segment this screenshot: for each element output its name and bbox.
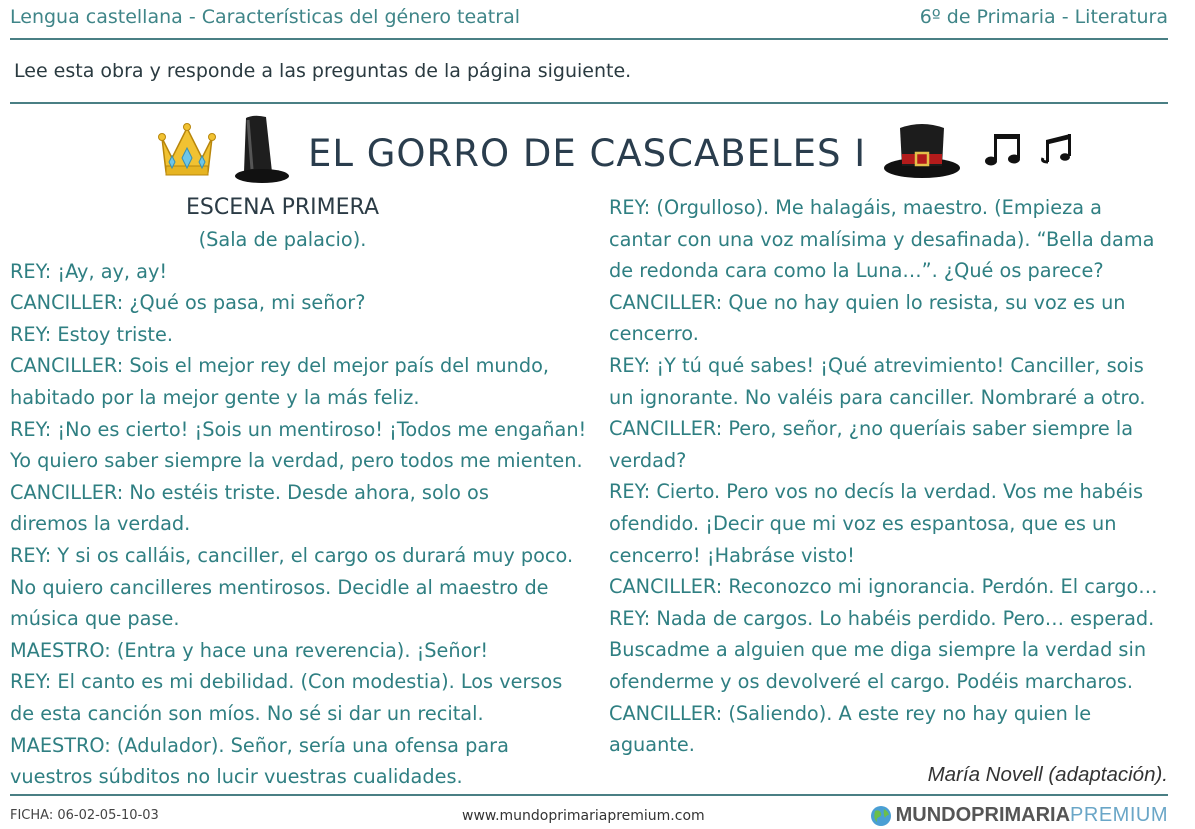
dialogue-left-column <box>10 192 600 793</box>
dialogue-line: de redonda cara como la Luna…”. ¿Qué os parece? <box>609 259 1104 283</box>
dialogue-line: REY: ¡Ay, ay, ay! <box>10 259 168 283</box>
header-divider <box>10 38 1168 40</box>
brand-logo-main: MUNDOPRIMARIA <box>895 804 1071 826</box>
dialogue-line: CANCILLER: Que no hay quien lo resista, su voz es un <box>609 290 1126 314</box>
dialogue-line: REY: Nada de cargos. Lo habéis perdido. Pero… esperad. <box>609 606 1155 630</box>
scene-stage-note: (Sala de palacio). <box>198 228 367 251</box>
work-title: EL GORRO DE CASCABELES I <box>308 132 867 175</box>
dialogue-line: REY: ¡Y tú qué sabes! ¡Qué atrevimiento! Canciller, sois <box>609 353 1144 377</box>
dialogue-line: CANCILLER: Reconozco mi ignorancia. Perdón. El cargo… <box>609 575 1158 599</box>
dialogue-line: REY: (Orgulloso). Me halagáis, maestro. (Empieza a <box>609 196 1102 219</box>
dialogue-line: CANCILLER: No estéis triste. Desde ahora, solo os <box>10 480 489 504</box>
dialogue-line: ofendido. ¡Decir que mi voz es espantosa, que es un <box>609 511 1117 535</box>
title-row <box>0 112 1195 192</box>
page-header <box>10 6 1168 36</box>
dialogue-line: cencerro. <box>609 322 699 346</box>
dialogue-line: vuestros súbditos no lucir vuestras cualidades. <box>10 765 463 789</box>
dialogue-line: aguante. <box>609 733 695 757</box>
dialogue-line: diremos la verdad. <box>10 512 191 536</box>
dialogue-line: REY: Y si os calláis, canciller, el cargo os durará muy poco. <box>10 543 574 567</box>
dialogue-line: un ignorante. No valéis para canciller. Nombraré a otro. <box>609 385 1146 409</box>
header-grade: 6º de Primaria - Literatura <box>919 6 1168 28</box>
dialogue-line: Buscadme a alguien que me diga siempre la verdad sin <box>609 638 1147 662</box>
dialogue-line: Yo quiero saber siempre la verdad, pero todos me mienten. <box>10 449 583 473</box>
tall-black-hat-icon <box>232 114 292 186</box>
dialogue-line: REY: ¡No es cierto! ¡Sois un mentiroso! ¡Todos me engañan! <box>10 417 587 441</box>
beamed-notes-icon <box>984 130 1024 170</box>
dialogue-line: CANCILLER: Pero, señor, ¿no queríais saber siempre la <box>609 417 1134 441</box>
black-top-hat-red-band-icon <box>882 118 962 182</box>
dialogue-line: ofenderme y os devolveré el cargo. Podéis marcharos. <box>609 669 1133 693</box>
dialogue-line: cantar con una voz malísima y desafinada). “Bella dama <box>609 227 1155 251</box>
header-subject: Lengua castellana - Características del género teatral <box>10 6 520 28</box>
footer-divider <box>10 794 1168 796</box>
dialogue-line: CANCILLER: ¿Qué os pasa, mi señor? <box>10 291 366 315</box>
author-credit: María Novell (adaptación). <box>927 763 1168 786</box>
dialogue-right-column <box>609 192 1179 761</box>
brand-logo-premium: PREMIUM <box>1070 804 1168 826</box>
dialogue-line: No quiero cancilleres mentirosos. Decidle al maestro de <box>10 575 549 599</box>
single-note-icon <box>1040 130 1080 170</box>
dialogue-line: REY: Estoy triste. <box>10 322 173 346</box>
scene-heading: ESCENA PRIMERA <box>186 195 379 220</box>
website-link[interactable]: www.mundoprimariapremium.com <box>462 808 705 824</box>
dialogue-line: CANCILLER: (Saliendo). A este rey no hay quien le <box>609 701 1092 725</box>
dialogue-line: habitado por la mejor gente y la más feliz. <box>10 385 420 409</box>
instruction-text: Lee esta obra y responde a las preguntas de la página siguiente. <box>14 60 632 82</box>
crown-icon <box>158 118 216 182</box>
dialogue-line: MAESTRO: (Entra y hace una reverencia). ¡Señor! <box>10 638 489 662</box>
dialogue-line: REY: El canto es mi debilidad. (Con modestia). Los versos <box>10 670 563 694</box>
dialogue-line: CANCILLER: Sois el mejor rey del mejor país del mundo, <box>10 354 549 378</box>
brand-logo[interactable] <box>870 804 1168 827</box>
dialogue-line: cencerro! ¡Habráse visto! <box>609 543 855 567</box>
dialogue-line: de esta canción son míos. No sé si dar un recital. <box>10 701 484 725</box>
instruction-divider <box>10 102 1168 104</box>
dialogue-line: REY: Cierto. Pero vos no decís la verdad. Vos me habéis <box>609 480 1143 504</box>
dialogue-line: MAESTRO: (Adulador). Señor, sería una ofensa para <box>10 733 509 757</box>
dialogue-line: verdad? <box>609 448 687 472</box>
dialogue-line: música que pase. <box>10 607 180 631</box>
worksheet-code: FICHA: 06-02-05-10-03 <box>10 808 159 823</box>
globe-icon <box>870 805 892 827</box>
